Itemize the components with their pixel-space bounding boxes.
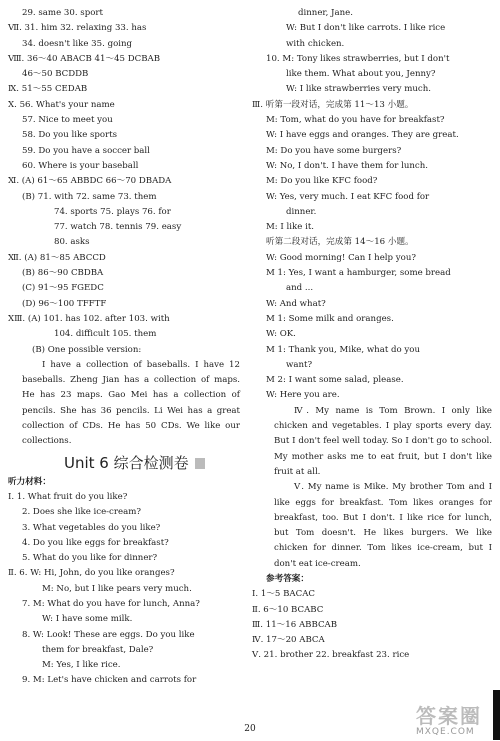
right-line: dinner. [286,206,317,217]
left2-line: 3. What vegetables do you like? [22,522,161,533]
left-line: 59. Do you have a soccer ball [22,145,150,156]
answers-line: Ⅲ. 11～16 ABBCAB [252,619,338,630]
left2-line: 4. Do you like eggs for breakfast? [22,537,169,548]
left2-line: 8. W: Look! These are eggs. Do you like [22,629,195,640]
passage-iv: Ⅳ. My name is Tom Brown. I only like chicken and vegetables. I play sports every day. But I don't feel well today. So I don't go to school. My mother asks me to eat fruit, but I don't like fruit at all. [274,405,492,477]
right-line: M: I like it. [266,222,315,233]
left-line: 46～50 BCDDB [22,69,89,80]
right-line: W: But I don't like carrots. I like rice [286,23,446,34]
left-line: 80. asks [54,237,90,248]
right-line: W: No, I don't. I have them for lunch. [266,160,428,171]
left-line: Ⅹ. 56. What's your name [8,99,115,110]
right-line: dinner, Jane. [298,8,353,18]
passage-v: Ⅴ. My name is Mike. My brother Tom and I like eggs for breakfast. Tom likes oranges for breakfast, too. But I don't. I like rice for lunch, but Tom doesn't. He likes burgers. We like chicken for dinner. Tom likes ice-cream, but I don't eat ice-cream. [274,482,492,569]
right-line: W: And what? [266,298,326,309]
left2-line: 2. Does she like ice-cream? [22,507,141,518]
left-line: Ⅶ. 31. him 32. relaxing 33. has [8,23,147,34]
left-line: (B) 71. with 72. same 73. them [22,191,157,202]
sample-essay: I have a collection of baseballs. I have 12 baseballs. Zheng Jian has a collection of maps. He has 23 maps. Gao Mei has a collection of pencils. She has 36 pencils. Li Wei has a great collection of CDs. He has 50 CDs. We like our collections. [22,359,240,447]
answer-lines-top [8,6,240,358]
answers-line: Ⅰ. 1～5 BACAC [252,589,315,600]
right-line: W: Good morning! Can I help you? [266,252,416,263]
right-line: M 2: I want some salad, please. [266,375,404,386]
right-line: like them. What about you, Jenny? [286,69,436,80]
left-line: Ⅷ. 36～40 ABACB 41～45 DCBAB [8,53,161,64]
left2-line: M: Yes, I like rice. [42,660,121,671]
dialogue-lines [252,6,492,404]
right-line: W: Yes, very much. I eat KFC food for [266,191,430,202]
answers-line: Ⅱ. 6～10 BCABC [252,604,324,615]
left-line: 74. sports 75. plays 76. for [54,206,171,217]
left-line: 58. Do you like sports [22,130,118,141]
answers-title: 参考答案： [266,573,309,584]
right-line: M: Do you like KFC food? [266,176,378,187]
right-line: with chicken. [286,38,345,49]
left-line: 29. same 30. sport [22,8,103,18]
left-line: (B) 86～90 CBDBA [22,268,104,279]
listening-lines [8,490,240,689]
listening-title: 听力材料： [8,476,51,487]
right-line: M 1: Yes, I want a hamburger, some bread [266,268,451,279]
left-line: Ⅸ. 51～55 CEDAB [8,84,88,95]
answer-key [252,587,492,663]
left-line: 60. Where is your baseball [22,160,139,171]
right-line: 听第二段对话，完成第 14～16 小题。 [266,237,414,248]
right-line: W: OK. [266,329,296,340]
left2-line: Ⅰ. 1. What fruit do you like? [8,491,128,502]
right-line: M 1: Thank you, Mike, what do you [266,344,420,355]
left-line: 34. doesn't like 35. going [22,38,133,49]
left-line: (C) 91～95 FGEDC [22,283,104,294]
left2-line: 7. M: What do you have for lunch, Anna? [22,598,200,609]
page-number: 20 [244,724,256,734]
left2-line: them for breakfast, Dale? [42,644,154,655]
left-line: Ⅻ. (A) 81～85 ABCCD [8,252,106,263]
left-line: (D) 96～100 TFFTF [22,298,107,309]
left2-line: 5. What do you like for dinner? [22,553,158,564]
left2-line: 9. M: Let's have chicken and carrots for [22,675,197,686]
right-line: and ... [286,283,314,294]
right-line: Ⅲ. 听第一段对话，完成第 11～13 小题。 [252,99,414,110]
left-line: 104. difficult 105. them [54,329,157,340]
right-line: M 1: Some milk and oranges. [266,313,394,324]
answers-line: Ⅳ. 17～20 ABCA [252,635,325,646]
left-line: 57. Nice to meet you [22,115,113,126]
right-line: want? [286,359,313,370]
right-line: M: Do you have some burgers? [266,145,402,156]
right-line: W: Here you are. [266,390,340,401]
right-line: 10. M: Tony likes strawberries, but I don't [266,53,450,64]
left2-line: Ⅱ. 6. W: Hi, John, do you like oranges? [8,568,175,579]
left2-line: M: No, but I like pears very much. [42,583,192,594]
right-line: M: Tom, what do you have for breakfast? [266,115,445,126]
left-line: ⅩⅢ. (A) 101. has 102. after 103. with [8,313,170,324]
right-line: W: I have eggs and oranges. They are great. [266,130,459,141]
unit-title: Unit 6 综合检测卷 [8,452,240,474]
right-line: W: I like strawberries very much. [286,84,431,95]
watermark-logo: 答案圈 MXQE.COM [416,704,482,737]
left-line: 77. watch 78. tennis 79. easy [54,222,182,233]
left2-line: W: I have some milk. [42,614,133,625]
left-line: Ⅺ. (A) 61～65 ABBDC 66～70 DBADA [8,176,172,187]
left-line: (B) One possible version: [32,344,142,355]
left-column [8,6,240,689]
right-column [252,6,492,664]
answers-line: Ⅴ. 21. brother 22. breakfast 23. rice [252,650,410,661]
decor-bar [195,458,205,469]
